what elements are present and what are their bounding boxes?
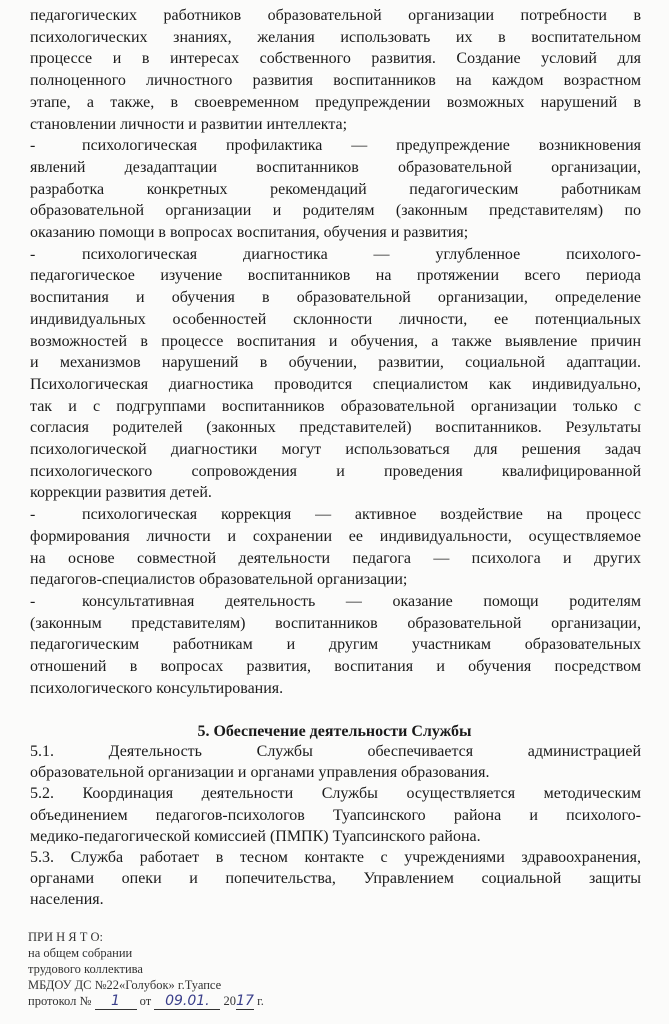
protocol-line [28, 993, 264, 1010]
body-text-line [30, 245, 641, 265]
body-text-line: психологической диагностики могут использоваться для решения задач [30, 441, 641, 458]
from-label: от [139, 994, 152, 1008]
list-dash: - [30, 245, 36, 263]
body-text-line: педагогических работников образовательной организации потребности в [30, 7, 641, 24]
body-text-line: психологических знаниях, желания использовать их в воспитательном [30, 28, 641, 46]
list-item-text: психологическая диагностика — углубленное психолого- [82, 245, 641, 263]
body-text-line: согласия родителей (законных представителей) воспитанников. Результаты [30, 419, 641, 437]
protocol-number: 1 [95, 993, 137, 1010]
list-dash: - [30, 137, 36, 155]
body-text-line: становлении личности и развитии интеллекта; [30, 115, 348, 133]
body-text-line [30, 505, 641, 525]
approval-title: ПРИ Н Я Т О: [28, 930, 104, 944]
body-text-line [30, 136, 641, 156]
body-text-line: психологического консультирования. [30, 679, 284, 697]
body-text-line: формирования личности и сохранении ее индивидуальности, осуществляемое [30, 527, 641, 545]
body-text-line: отношений в вопросах развития, воспитания и обучения посредством [30, 658, 641, 675]
body-text-line: разработка конкретных рекомендаций педагогическим работникам [30, 180, 641, 198]
list-dash: - [30, 506, 36, 524]
approval-line: трудового коллектива [28, 962, 143, 976]
body-text-line: педагогическим работникам и другим участникам образовательных [30, 636, 641, 654]
body-text-line: так и с подгруппами воспитанников образовательной организации только с [30, 397, 641, 415]
body-text-line: индивидуальных особенностей склонности личности, ее потенциальных [30, 310, 641, 328]
body-text-line: этапе, а также, в своевременном предупреждении возможных нарушений в [30, 93, 641, 111]
section-text-line: 5.1. Деятельность Службы обеспечивается администрацией [30, 743, 641, 760]
section-text-line: населения. [30, 891, 104, 909]
year-suffix: 17 [236, 993, 254, 1009]
body-text-line: психологического сопровождения и проведения квалифицированной [30, 462, 641, 480]
body-text-line: полноценного личностного развития воспитанников на каждом возрастном [30, 72, 641, 90]
body-text-line: оказанию помощи в вопросах воспитания, обучения и развития; [30, 224, 469, 241]
body-text-line: и механизмов нарушений в обучении, развитии, социальной адаптации. [30, 354, 641, 372]
protocol-date: 09.01. [154, 993, 220, 1010]
list-item-text: психологическая коррекция — активное воздействие на процесс [82, 506, 641, 524]
body-text-line: процессе и в интересах собственного развития. Создание условий для [30, 50, 641, 68]
list-item-text: психологическая профилактика — предупреждение возникновения [82, 137, 641, 155]
approval-line: МБДОУ ДС №22«Голубок» г.Туапсе [28, 978, 222, 992]
list-dash: - [30, 592, 36, 610]
body-text-line: педагогов-специалистов образовательной организации; [30, 571, 408, 589]
section-heading: 5. Обеспечение деятельности Службы [197, 723, 472, 740]
year-unit: г. [257, 994, 264, 1008]
body-text-line: (законным представителям) воспитанников образовательной организации, [30, 614, 641, 632]
section-text-line: органами опеки и попечительства, Управлением социальной защиты [30, 870, 641, 888]
body-text-line: возможностей в процессе воспитания и обучения, а также выявление причин [30, 332, 641, 350]
body-text-line: на основе совместной деятельности педагога — психолога и других [30, 549, 641, 567]
section-text-line: 5.3. Служба работает в тесном контакте с учреждениями здравоохранения, [30, 849, 641, 866]
section-text-line: медико-педагогической комиссией (ПМПК) Туапсинского района. [30, 827, 481, 845]
body-text-line: явлений дезадаптации воспитанников образовательной организации, [30, 158, 641, 176]
body-text-line: Психологическая диагностика проводится специалистом как индивидуально, [30, 375, 641, 393]
body-text-line: образовательной организации и родителям (законным представителям) по [30, 202, 641, 220]
approval-line: на общем собрании [28, 946, 133, 960]
section-text-line: 5.2. Координация деятельности Службы осуществляется методическим [30, 785, 641, 803]
body-text-line [30, 592, 641, 612]
body-text-line: воспитания и обучения в образовательной организации, определение [30, 289, 641, 307]
body-text-line: коррекции развития детей. [30, 484, 212, 502]
list-item-text: консультативная деятельность — оказание помощи родителям [82, 592, 641, 610]
section-text-line: образовательной организации и органами управления образования. [30, 764, 490, 782]
body-text-line: педагогическое изучение воспитанников на протяжении всего периода [30, 267, 641, 285]
protocol-label: протокол № [28, 994, 92, 1008]
year-prefix: 20 [223, 994, 236, 1008]
section-text-line: объединением педагогов-психологов Туапсинского района и психолого- [30, 806, 641, 824]
